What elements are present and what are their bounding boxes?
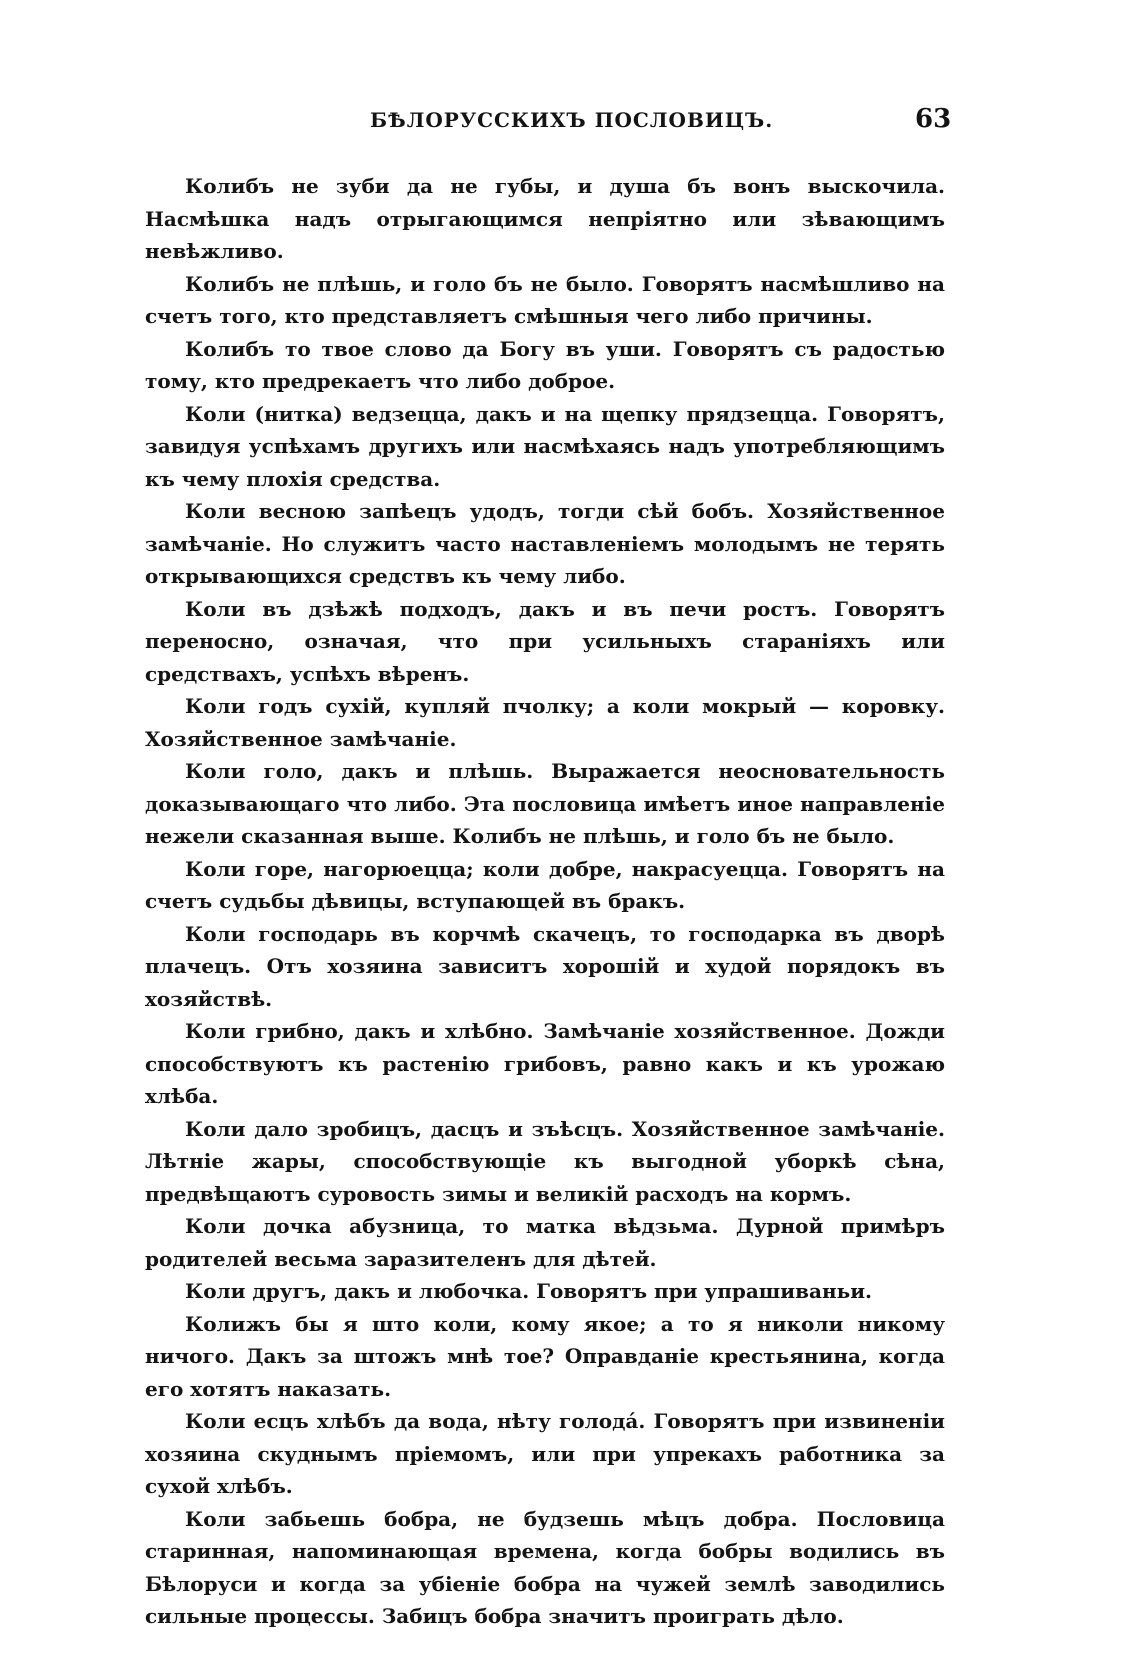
proverb-entry: Коли горе, нагорюецца; коли добре, накрасуецца. Говорятъ на счетъ судьбы дѣвицы, вступающей въ бракъ. (145, 856, 945, 913)
proverb-entry: Коли другъ, дакъ и любочка. Говорятъ при упрашиваньи. (185, 1279, 873, 1303)
running-title: БѢЛОРУССКИХЪ ПОСЛОВИЦЪ. (370, 108, 774, 132)
proverb-entry: Коли есцъ хлѣбъ да вода, нѣту голодá. Говорятъ при извиненіи хозяина скуднымъ пріемомъ, или при упрекахъ работника за сухой хлѣбъ. (145, 1409, 945, 1498)
proverb-entry: Коли въ дзѣжѣ подходъ, дакъ и въ печи ростъ. Говорятъ переносно, означая, что при усильныхъ стараніяхъ или средствахъ, успѣхъ вѣренъ. (145, 596, 945, 686)
page-number: 63 (915, 104, 952, 134)
proverb-entry: Коли забьешь бобра, не будзешь мѣцъ добра. Пословица старинная, напоминающая времена, когда бобры водились въ Бѣлоруси и когда за убіеніе бобра на чужей землѣ заводились сильные процессы. Забицъ бобра значитъ проиграть дѣло. (145, 1506, 945, 1628)
proverb-entry: Коли (нитка) ведзецца, дакъ и на щепку прядзецца. Говорятъ, завидуя успѣхамъ другихъ или насмѣхаясь надъ употребляющимъ къ чему плохія средства. (145, 401, 945, 491)
proverb-entry: Коли весною запѣецъ удодъ, тогди сѣй бобъ. Хозяйственное замѣчаніе. Но служитъ часто наставленіемъ молодымъ не терять открывающихся средствъ къ чему либо. (145, 499, 945, 588)
proverb-entry: Колижъ бы я што коли, кому якое; а то я николи никому ничого. Дакъ за штожъ мнѣ тое? Оправданіе крестьянина, когда его хотятъ наказать. (145, 1311, 945, 1401)
proverb-entry: Коли дало зробицъ, дасцъ и зъѣсцъ. Хозяйственное замѣчаніе. Лѣтніе жары, способствующіе къ выгодной уборкѣ сѣна, предвѣщаютъ суровость зимы и великій расходъ на кормъ. (145, 1116, 945, 1206)
proverb-entry: Колибъ не зуби да не губы, и душа бъ вонъ выскочила. Насмѣшка надъ отрыгающимся непріятно или зѣвающимъ невѣжливо. (145, 174, 945, 263)
proverb-entry: Коли дочка абузница, то матка вѣдзьма. Дурной примѣръ родителей весьма заразителенъ для дѣтей. (145, 1214, 945, 1271)
proverb-entry: Колибъ не плѣшь, и голо бъ не было. Говорятъ насмѣшливо на счетъ того, кто представляетъ смѣшныя чего либо причины. (145, 271, 945, 328)
proverb-entry: Коли голо, дакъ и плѣшь. Выражается неосновательность доказывающаго что либо. Эта пословица имѣетъ иное направленіе нежели сказанная выше. Колибъ не плѣшь, и голо бъ не было. (145, 759, 945, 848)
proverb-entry: Коли годъ сухій, купляй пчолку; а коли мокрый — коровку. Хозяйственное замѣчаніе. (145, 694, 945, 751)
proverb-list (145, 170, 945, 1633)
proverb-entry: Коли господарь въ корчмѣ скачецъ, то господарка въ дворѣ плачецъ. Отъ хозяина зависитъ хорошій и худой порядокъ въ хозяйствѣ. (145, 921, 945, 1011)
proverb-entry: Коли грибно, дакъ и хлѣбно. Замѣчаніе хозяйственное. Дожди способствуютъ къ растенію грибовъ, равно какъ и къ урожаю хлѣба. (145, 1019, 945, 1108)
proverb-entry: Колибъ то твое слово да Богу въ уши. Говорятъ съ радостью тому, кто предрекаетъ что либо доброе. (145, 336, 945, 393)
